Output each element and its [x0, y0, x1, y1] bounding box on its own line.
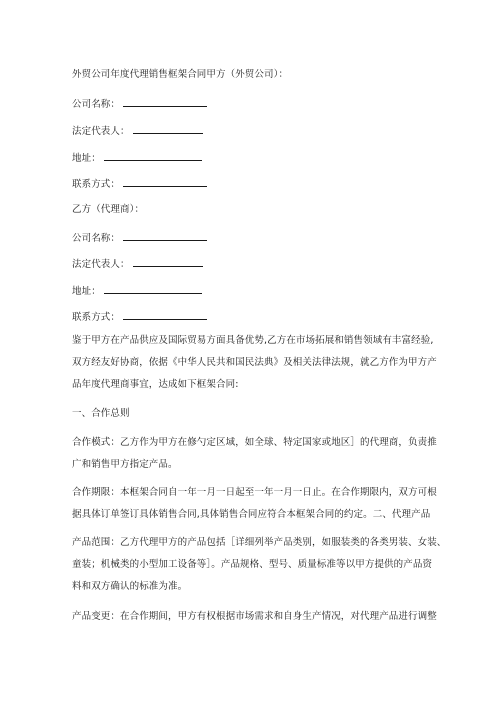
scope-line-2: 童装；机械类的小型加工设备等］。产品规格、型号、质量标准等以甲方提供的产品资 — [72, 559, 433, 570]
term-line-1: 合作期限：本框架合同自一年一月一日起至一年一月一日止。在合作期限内，双方可根 — [72, 487, 437, 498]
party-b-rep-label: 法定代表人： — [72, 259, 130, 270]
party-b-company-blank[interactable] — [123, 230, 207, 241]
mode-line-2: 广和销售甲方指定产品。 — [72, 459, 178, 470]
party-b-contact-blank[interactable] — [123, 309, 207, 320]
party-b-address-label: 地址： — [72, 286, 101, 297]
party-a-contact-field — [72, 176, 207, 192]
party-a-company-blank[interactable] — [123, 96, 207, 107]
party-b-address-blank[interactable] — [104, 283, 202, 294]
section-1-heading: 一、合作总则 — [72, 408, 130, 419]
scope-line-1: 产品范围：乙方代理甲方的产品包括［详细列举产品类别，如服装类的各类男装、女装、 — [72, 537, 447, 548]
party-a-rep-field — [72, 123, 203, 139]
party-a-company-field — [72, 96, 207, 112]
preamble-line-3: 品年度代理商事宜，达成如下框架合同: — [72, 379, 239, 390]
party-b-rep-field — [72, 256, 203, 272]
scope-line-3: 料和双方确认的标准为准。 — [72, 581, 188, 592]
party-a-contact-label: 联系方式： — [72, 179, 121, 190]
party-b-contact-field — [72, 309, 207, 325]
party-a-rep-label: 法定代表人： — [72, 126, 130, 137]
party-a-company-label: 公司名称： — [72, 99, 121, 110]
party-a-address-label: 地址： — [72, 153, 101, 164]
contract-title: 外贸公司年度代理销售框架合同甲方（外贸公司）： — [72, 69, 289, 80]
term-line-2: 据具体订单签订具体销售合同,具体销售合同应符合本框架合同的约定。二、代理产品 — [72, 509, 431, 520]
preamble-line-1: 鉴于甲方在产品供应及国际贸易方面具备优势,乙方在市场拓展和销售领域有丰富经验, — [72, 335, 434, 346]
party-b-company-field — [72, 230, 207, 246]
party-a-address-field — [72, 150, 202, 166]
party-b-contact-label: 联系方式： — [72, 312, 121, 323]
party-a-rep-blank[interactable] — [133, 123, 203, 134]
preamble-line-2: 双方经友好协商，依据《中华人民共和国民法典》及相关法律法规，就乙方作为甲方产 — [72, 357, 437, 368]
mode-line-1: 合作模式：乙方作为甲方在修勺定区域，如全球、特定国家或地区］的代理商，负责推 — [72, 437, 437, 448]
party-b-rep-blank[interactable] — [133, 256, 203, 267]
party-b-heading: 乙方（代理商）： — [72, 204, 145, 215]
party-b-address-field — [72, 283, 202, 299]
change-line-1: 产品变更：在合作期间，甲方有权根据市场需求和自身生产情况，对代理产品进行调整 — [72, 611, 437, 622]
party-a-contact-blank[interactable] — [123, 176, 207, 187]
party-a-address-blank[interactable] — [104, 150, 202, 161]
party-b-company-label: 公司名称： — [72, 233, 121, 244]
